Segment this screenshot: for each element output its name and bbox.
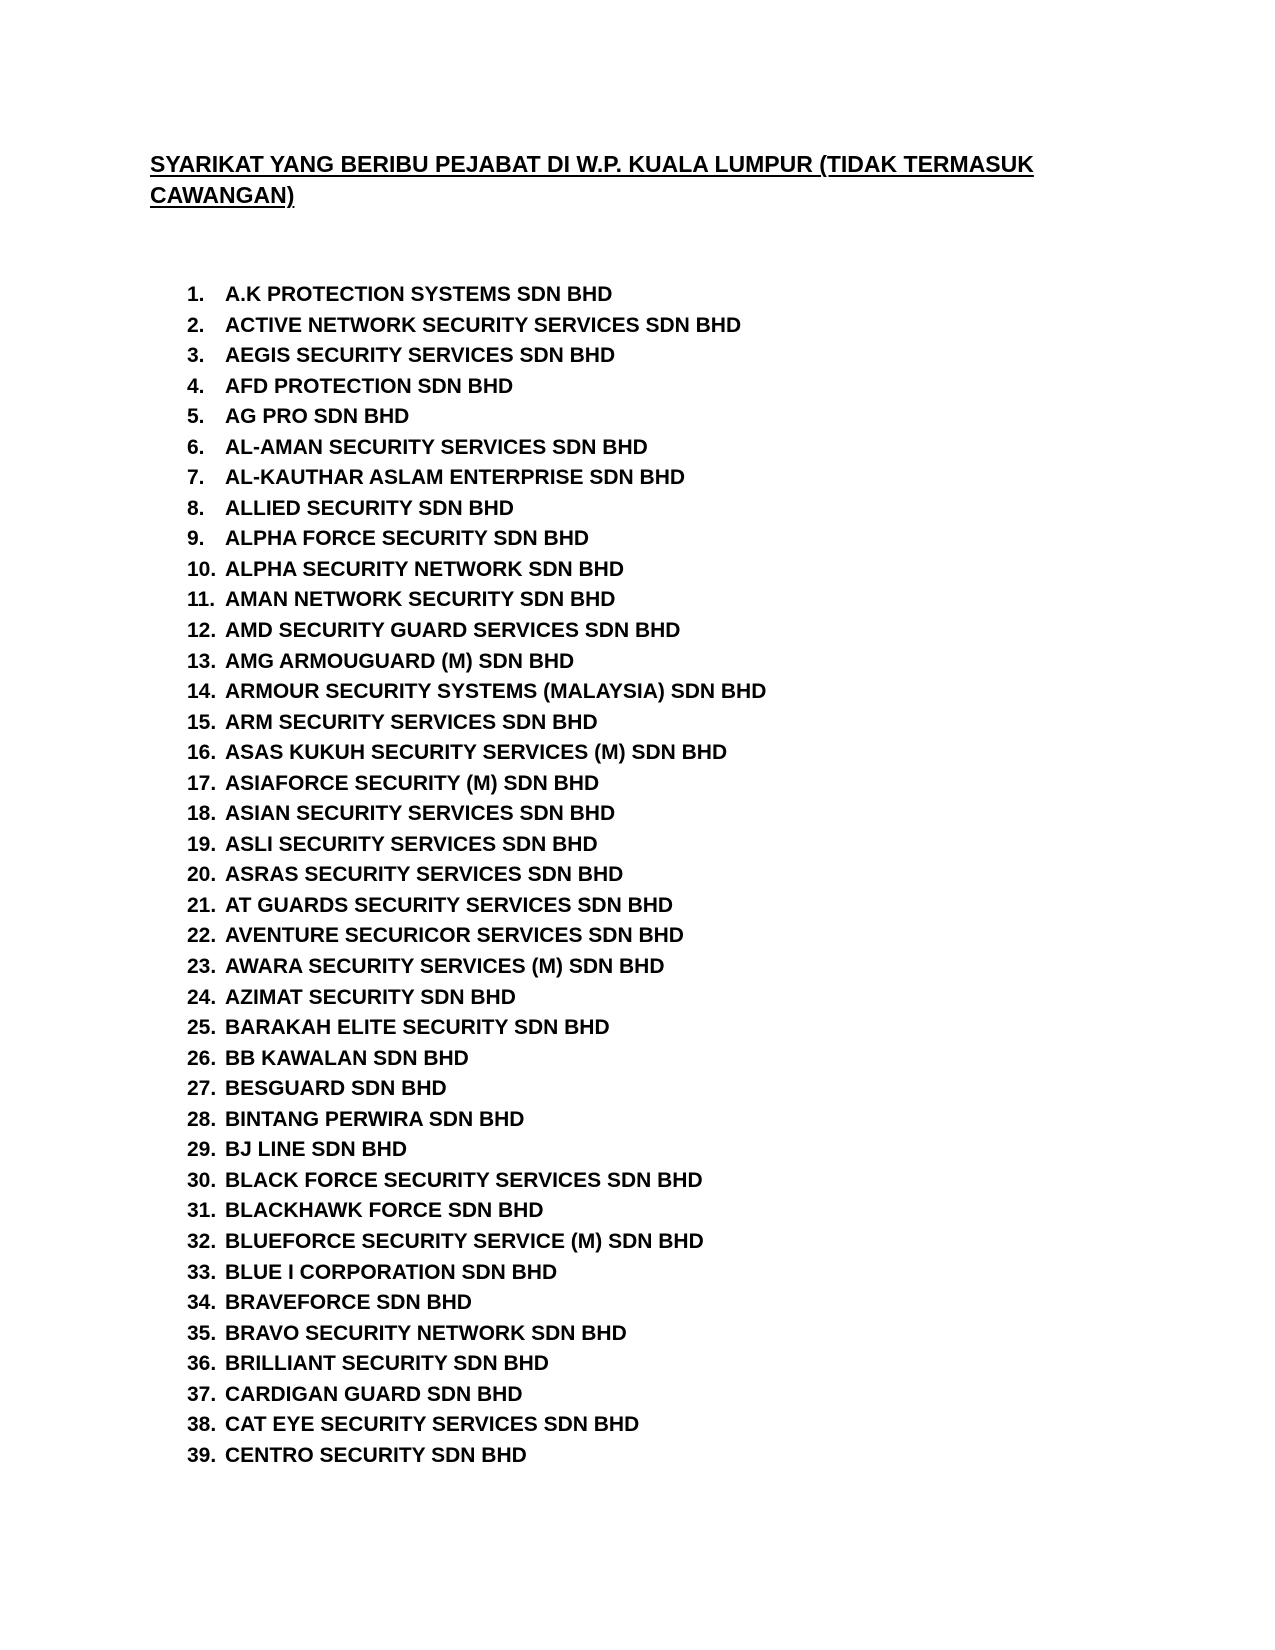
list-item (150, 952, 766, 983)
company-name: BRILLIANT SECURITY SDN BHD (225, 1352, 549, 1376)
list-item (150, 921, 766, 952)
list-item-number: 29. (187, 1138, 217, 1162)
list-item (150, 1013, 766, 1044)
list-item (150, 860, 766, 891)
list-item (150, 1410, 766, 1441)
list-item (150, 1288, 766, 1319)
company-name: BLACK FORCE SECURITY SERVICES SDN BHD (225, 1168, 703, 1192)
list-item (150, 1044, 766, 1075)
company-name: AEGIS SECURITY SERVICES SDN BHD (225, 344, 616, 368)
company-name: AMG ARMOUGUARD (M) SDN BHD (225, 649, 575, 673)
list-item (150, 524, 766, 555)
list-item-number: 16. (187, 741, 217, 765)
company-name: BINTANG PERWIRA SDN BHD (225, 1107, 525, 1131)
list-item (150, 891, 766, 922)
company-name: ASIAFORCE SECURITY (M) SDN BHD (225, 771, 600, 795)
list-item-number: 38. (187, 1413, 217, 1437)
company-name: CENTRO SECURITY SDN BHD (225, 1443, 527, 1467)
list-item (150, 1074, 766, 1105)
list-item (150, 1441, 766, 1472)
company-name: AT GUARDS SECURITY SERVICES SDN BHD (225, 893, 674, 917)
list-item-number: 23. (187, 955, 217, 979)
list-item (150, 1380, 766, 1411)
company-name: ARMOUR SECURITY SYSTEMS (MALAYSIA) SDN BHD (225, 680, 767, 704)
company-name: BRAVEFORCE SDN BHD (225, 1291, 472, 1315)
company-name: ALLIED SECURITY SDN BHD (225, 496, 514, 520)
company-name: AL-AMAN SECURITY SERVICES SDN BHD (225, 435, 648, 459)
company-name: AG PRO SDN BHD (225, 405, 410, 429)
list-item-number: 37. (187, 1382, 217, 1406)
list-item-number: 18. (187, 802, 217, 826)
list-item (150, 311, 766, 342)
list-item (150, 830, 766, 861)
list-item (150, 1196, 766, 1227)
list-item-number: 32. (187, 1229, 217, 1253)
list-item (150, 1105, 766, 1136)
list-item (150, 402, 766, 433)
list-item-number: 39. (187, 1443, 217, 1467)
list-item-number: 1. (187, 283, 205, 306)
company-name: CARDIGAN GUARD SDN BHD (225, 1382, 523, 1406)
list-item (150, 1166, 766, 1197)
list-item-number: 20. (187, 863, 217, 887)
list-item-number: 31. (187, 1199, 217, 1223)
company-name: BJ LINE SDN BHD (225, 1138, 408, 1162)
company-name: ASLI SECURITY SERVICES SDN BHD (225, 832, 598, 856)
page-title: SYARIKAT YANG BERIBU PEJABAT DI W.P. KUALA LUMPUR (TIDAK TERMASUK CAWANGAN) (150, 151, 1034, 208)
list-item-number: 13. (187, 649, 217, 673)
company-name: BB KAWALAN SDN BHD (225, 1046, 469, 1070)
list-item (150, 677, 766, 708)
list-item (150, 708, 766, 739)
company-name: AZIMAT SECURITY SDN BHD (225, 985, 516, 1009)
list-item-number: 11. (187, 588, 216, 612)
list-item-number: 4. (187, 374, 205, 398)
list-item (150, 647, 766, 678)
list-item (150, 1227, 766, 1258)
list-item (150, 983, 766, 1014)
list-item (150, 738, 766, 769)
company-name: ACTIVE NETWORK SECURITY SERVICES SDN BHD (225, 313, 742, 337)
list-item-number: 36. (187, 1352, 217, 1376)
list-item-number: 27. (187, 1077, 217, 1101)
list-item (150, 433, 766, 464)
company-name: BARAKAH ELITE SECURITY SDN BHD (225, 1016, 610, 1040)
list-item (150, 1135, 766, 1166)
company-name: ASAS KUKUH SECURITY SERVICES (M) SDN BHD (225, 741, 728, 765)
list-item (150, 769, 766, 800)
company-name: AMD SECURITY GUARD SERVICES SDN BHD (225, 619, 681, 643)
list-item-number: 9. (187, 527, 205, 551)
list-item-number: 17. (187, 771, 217, 795)
list-item (150, 616, 766, 647)
list-item-number: 30. (187, 1168, 217, 1192)
list-item (150, 1319, 766, 1350)
company-name: BLUE I CORPORATION SDN BHD (225, 1260, 558, 1284)
list-item (150, 799, 766, 830)
company-name: ALPHA SECURITY NETWORK SDN BHD (225, 557, 625, 581)
company-name: A.K PROTECTION SYSTEMS SDN BHD (225, 283, 613, 306)
list-item-number: 14. (187, 680, 217, 704)
list-item-number: 7. (187, 466, 205, 490)
company-name: AL-KAUTHAR ASLAM ENTERPRISE SDN BHD (225, 466, 686, 490)
company-name: BLACKHAWK FORCE SDN BHD (225, 1199, 544, 1223)
list-item-number: 15. (187, 710, 217, 734)
company-list (150, 280, 766, 1471)
company-name: AMAN NETWORK SECURITY SDN BHD (225, 588, 616, 612)
list-item-number: 22. (187, 924, 217, 948)
company-name: CAT EYE SECURITY SERVICES SDN BHD (225, 1413, 640, 1437)
list-item-number: 6. (187, 435, 205, 459)
list-item (150, 555, 766, 586)
company-name: ALPHA FORCE SECURITY SDN BHD (225, 527, 590, 551)
company-name: ARM SECURITY SERVICES SDN BHD (225, 710, 598, 734)
list-item-number: 5. (187, 405, 205, 429)
list-item (150, 341, 766, 372)
list-item-number: 19. (187, 832, 217, 856)
list-item-number: 34. (187, 1291, 217, 1315)
list-item (150, 463, 766, 494)
list-item-number: 10. (187, 557, 217, 581)
list-item (150, 372, 766, 403)
company-name: BLUEFORCE SECURITY SERVICE (M) SDN BHD (225, 1229, 704, 1253)
list-item (150, 1349, 766, 1380)
list-item-number: 35. (187, 1321, 217, 1345)
list-item-number: 21. (187, 893, 217, 917)
list-item (150, 1258, 766, 1289)
list-item-number: 33. (187, 1260, 217, 1284)
list-item-number: 26. (187, 1046, 217, 1070)
list-item-number: 25. (187, 1016, 217, 1040)
list-item (150, 280, 766, 311)
list-item-number: 24. (187, 985, 217, 1009)
company-name: AFD PROTECTION SDN BHD (225, 374, 514, 398)
list-item (150, 494, 766, 525)
list-item-number: 3. (187, 344, 205, 368)
company-name: BRAVO SECURITY NETWORK SDN BHD (225, 1321, 627, 1345)
company-name: ASIAN SECURITY SERVICES SDN BHD (225, 802, 616, 826)
list-item (150, 585, 766, 616)
list-item-number: 28. (187, 1107, 217, 1131)
list-item-number: 8. (187, 496, 205, 520)
company-name: AVENTURE SECURICOR SERVICES SDN BHD (225, 924, 684, 948)
company-name: ASRAS SECURITY SERVICES SDN BHD (225, 863, 624, 887)
company-name: AWARA SECURITY SERVICES (M) SDN BHD (225, 955, 665, 979)
list-item-number: 12. (187, 619, 217, 643)
list-item-number: 2. (187, 313, 205, 337)
company-name: BESGUARD SDN BHD (225, 1077, 447, 1101)
